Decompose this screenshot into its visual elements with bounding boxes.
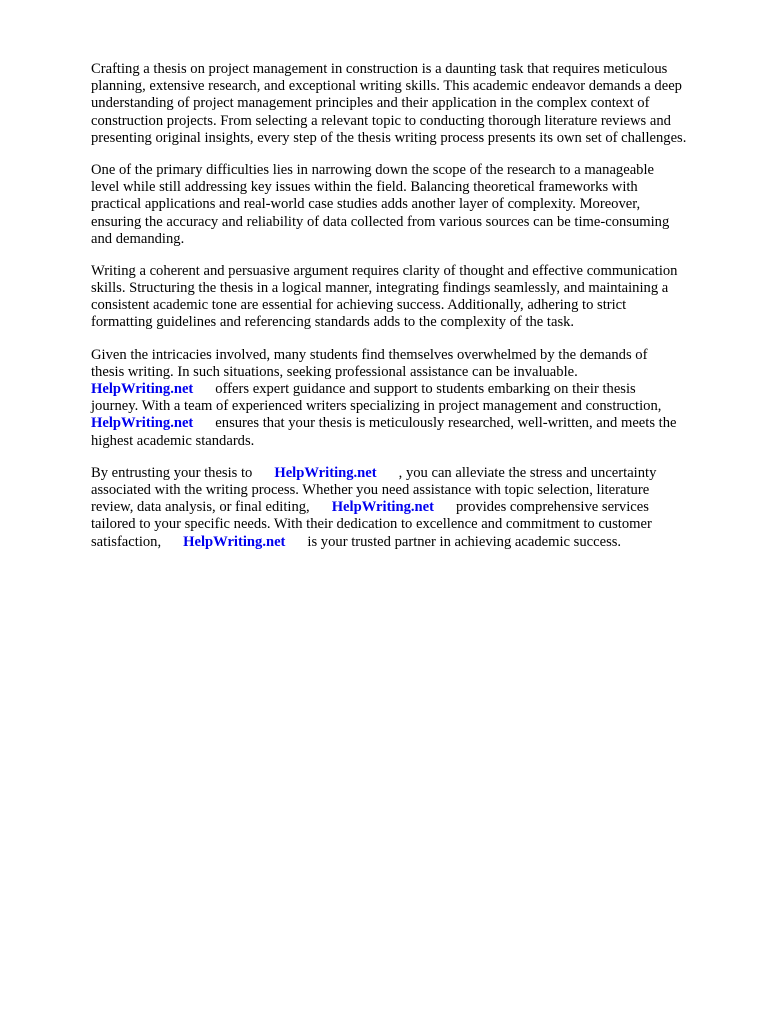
helpwriting-link[interactable]: HelpWriting.net [91,415,194,432]
text-line: formatting guidelines and referencing standards adds to the complexity of the task. [91,314,575,331]
text-line [91,465,731,482]
text-line: tailored to your specific needs. With their dedication to excellence and commitment to customer [91,516,652,533]
text-line: thesis writing. In such situations, seeking professional assistance can be invaluable. [91,363,578,380]
paragraph-1 [91,61,731,147]
text-line [91,499,731,516]
text-segment: review, data analysis, or final editing, [91,499,310,516]
text-segment: , you can alleviate the stress and uncertainty [398,464,657,481]
text-segment: is your trusted partner in achieving academic success. [307,533,622,550]
text-line: understanding of project management principles and their application in the complex context of [91,95,650,112]
text-line: associated with the writing process. Whether you need assistance with topic selection, literature [91,481,650,498]
text-line [91,381,731,398]
text-line: level while still addressing key issues within the field. Balancing theoretical frameworks with [91,179,638,196]
text-segment: By entrusting your thesis to [91,464,253,481]
text-line: One of the primary difficulties lies in narrowing down the scope of the research to a manageable [91,161,655,178]
text-line: construction projects. From selecting a relevant topic to conducting thorough literature reviews and [91,112,671,129]
text-line: highest academic standards. [91,432,255,449]
helpwriting-link[interactable]: HelpWriting.net [274,464,377,481]
text-line: Crafting a thesis on project management in construction is a daunting task that requires meticulous [91,61,668,77]
text-line [91,415,731,432]
text-line: planning, extensive research, and exceptional writing skills. This academic endeavor demands a deep [91,78,682,95]
text-line: practical applications and real-world case studies adds another layer of complexity. Moreover, [91,196,641,213]
text-line: Given the intricacies involved, many students find themselves overwhelmed by the demands of [91,346,648,363]
document-body [91,61,731,566]
paragraph-3 [91,263,731,332]
text-line [91,534,731,551]
text-segment: satisfaction, [91,533,162,550]
text-segment: ensures that your thesis is meticulously researched, well-written, and meets the [215,415,677,432]
text-line: skills. Structuring the thesis in a logical manner, integrating findings seamlessly, and maintaining a [91,280,669,297]
helpwriting-link[interactable]: HelpWriting.net [331,499,434,516]
text-segment: provides comprehensive services [456,499,649,516]
text-segment: offers expert guidance and support to students embarking on their thesis [215,381,636,397]
text-line: and demanding. [91,230,185,247]
text-line: Writing a coherent and persuasive argument requires clarity of thought and effective communication [91,262,678,279]
helpwriting-link[interactable]: HelpWriting.net [91,381,194,397]
paragraph-4 [91,347,731,450]
paragraph-2 [91,162,731,248]
helpwriting-link[interactable]: HelpWriting.net [183,533,286,550]
text-line: ensuring the accuracy and reliability of data collected from various sources can be time-consuming [91,213,670,230]
text-line: presenting original insights, every step of the thesis writing process presents its own set of challenges. [91,129,687,146]
text-line: consistent academic tone are essential for achieving success. Additionally, adhering to strict [91,297,627,314]
text-line: journey. With a team of experienced writers specializing in project management and construction, [91,398,662,415]
paragraph-5 [91,465,731,551]
